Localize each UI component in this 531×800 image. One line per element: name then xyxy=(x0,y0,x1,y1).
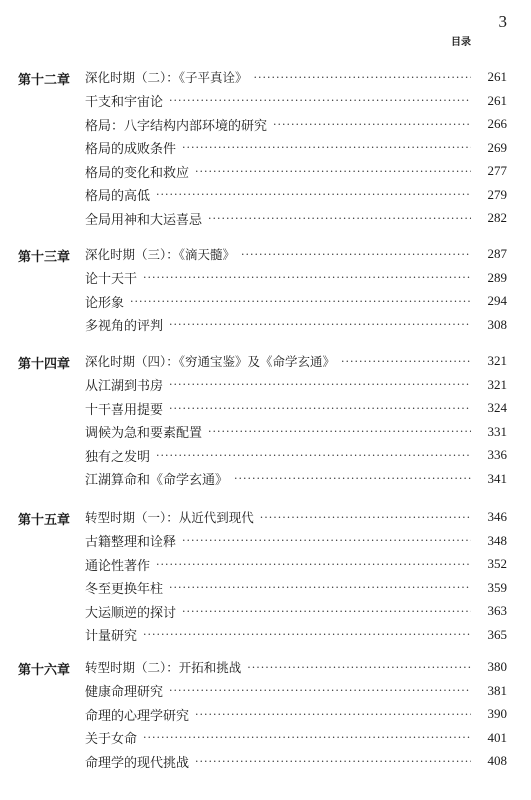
page-ref: 277 xyxy=(487,163,507,178)
page-ref: 380 xyxy=(487,659,507,674)
toc-entry-chapter[interactable] xyxy=(85,350,507,372)
page-ref: 381 xyxy=(487,682,507,698)
page-ref: 408 xyxy=(487,753,507,768)
leader-dots xyxy=(182,534,471,547)
page-ref: 352 xyxy=(487,556,507,571)
toc-entry-section[interactable] xyxy=(85,267,507,289)
leader-dots xyxy=(169,94,471,107)
page-number: 3 xyxy=(498,12,507,31)
toc-entry-section[interactable] xyxy=(85,553,507,575)
toc-entry-section[interactable] xyxy=(85,530,507,552)
page-ref: 336 xyxy=(487,447,507,462)
section-title: 大运顺逆的探讨 xyxy=(85,605,177,621)
page-ref: 289 xyxy=(487,269,507,285)
leader-dots xyxy=(156,558,471,571)
leader-dots xyxy=(156,188,471,201)
section-title: 论形象 xyxy=(85,295,125,311)
page-ref: 365 xyxy=(487,626,507,642)
section-title: 命理学的现代挑战 xyxy=(85,755,190,771)
page-ref: 359 xyxy=(487,579,507,595)
section-title: 命理的心理学研究 xyxy=(85,708,190,724)
leader-dots xyxy=(273,118,471,131)
page-ref: 341 xyxy=(487,470,507,486)
toc-entry-section[interactable] xyxy=(85,750,507,772)
leader-dots xyxy=(241,248,471,261)
toc-entry-section[interactable] xyxy=(85,290,507,312)
leader-dots xyxy=(341,355,471,368)
section-title: 多视角的评判 xyxy=(85,319,164,334)
leader-dots xyxy=(169,318,471,331)
section-title: 论十天干 xyxy=(85,272,138,287)
toc-entry-section[interactable] xyxy=(85,468,507,490)
chapter-title: 深化时期（三）：《滴天髓》 xyxy=(85,247,236,262)
chapter-title: 深化时期（二）：《子平真诠》 xyxy=(85,70,248,85)
toc-entry-section[interactable] xyxy=(85,184,507,206)
toc-entry-section[interactable] xyxy=(85,703,507,725)
page-ref: 331 xyxy=(487,423,507,439)
section-title: 从江湖到书房 xyxy=(85,379,164,394)
chapter-title: 转型时期（二）：开拓和挑战 xyxy=(85,660,242,675)
section-title: 干支和宇宙论 xyxy=(85,95,164,110)
section-title: 格局的高低 xyxy=(85,189,151,204)
chapter-title: 深化时期（四）：《穷通宝鉴》及《命学玄通》 xyxy=(85,354,336,369)
toc-entry-section[interactable] xyxy=(85,314,507,336)
leader-dots xyxy=(234,472,471,485)
section-title: 计量研究 xyxy=(85,629,138,644)
page-ref: 321 xyxy=(487,376,507,392)
chapter-title: 转型时期（一）：从近代到现代 xyxy=(85,510,254,525)
toc-entry-section[interactable] xyxy=(85,160,507,182)
leader-dots xyxy=(169,581,471,594)
section-title: 独有之发明 xyxy=(85,449,151,465)
page-ref: 308 xyxy=(487,316,507,332)
page-ref: 401 xyxy=(487,729,507,745)
toc-entry-section[interactable] xyxy=(85,90,507,112)
leader-dots xyxy=(156,449,471,462)
toc-entry-section[interactable] xyxy=(85,577,507,599)
toc-entry-section[interactable] xyxy=(85,374,507,396)
section-title: 格局的成败条件 xyxy=(85,142,177,157)
section-title: 冬至更换年柱 xyxy=(85,582,164,597)
toc-entry-section[interactable] xyxy=(85,113,507,135)
section-title: 调候为急和要素配置 xyxy=(85,426,203,441)
page-ref: 294 xyxy=(487,293,507,308)
page-ref: 390 xyxy=(487,706,507,721)
page-ref: 363 xyxy=(487,603,507,618)
page-ref: 279 xyxy=(487,186,507,202)
chapter-label: 第十五章 xyxy=(18,513,71,528)
page-ref: 282 xyxy=(487,210,507,225)
page-ref: 346 xyxy=(487,509,507,524)
leader-dots xyxy=(254,71,471,84)
leader-dots xyxy=(182,605,471,618)
leader-dots xyxy=(182,141,471,154)
leader-dots xyxy=(247,661,471,674)
leader-dots xyxy=(195,755,471,768)
section-title: 十干喜用提要 xyxy=(85,402,164,418)
section-title: 全局用神和大运喜忌 xyxy=(85,212,203,228)
leader-dots xyxy=(195,165,471,178)
section-title: 格局的变化和救应 xyxy=(85,165,190,181)
toc-entry-section[interactable] xyxy=(85,421,507,443)
toc-entry-chapter[interactable] xyxy=(85,243,507,265)
running-head: 目录 xyxy=(451,37,471,48)
page-ref: 287 xyxy=(487,246,507,261)
section-title: 江湖算命和《命学玄通》 xyxy=(85,473,229,488)
page-ref: 269 xyxy=(487,139,507,155)
section-title: 关于女命 xyxy=(85,732,138,747)
chapter-label: 第十三章 xyxy=(18,250,71,265)
toc-entry-chapter[interactable] xyxy=(85,66,507,88)
toc-entry-section[interactable] xyxy=(85,444,507,466)
page-ref: 261 xyxy=(487,92,507,108)
section-title: 古籍整理和诠释 xyxy=(85,535,177,550)
toc-entry-chapter[interactable] xyxy=(85,656,507,678)
leader-dots xyxy=(143,628,471,641)
toc-entry-section[interactable] xyxy=(85,397,507,419)
leader-dots xyxy=(143,271,471,284)
page-ref: 348 xyxy=(487,532,507,548)
leader-dots xyxy=(195,708,471,721)
toc-entry-chapter[interactable] xyxy=(85,506,507,528)
leader-dots xyxy=(208,212,471,225)
leader-dots xyxy=(169,378,471,391)
section-title: 格局：八字结构内部环境的研究 xyxy=(85,118,268,134)
section-title: 通论性著作 xyxy=(85,558,151,574)
section-title: 健康命理研究 xyxy=(85,685,164,700)
page-ref: 266 xyxy=(487,116,507,131)
leader-dots xyxy=(143,731,471,744)
chapter-label: 第十四章 xyxy=(18,357,71,372)
toc-entry-section[interactable] xyxy=(85,137,507,159)
leader-dots xyxy=(130,295,471,308)
leader-dots xyxy=(169,402,471,415)
leader-dots xyxy=(260,511,471,524)
toc-entry-section[interactable] xyxy=(85,680,507,702)
toc-entry-section[interactable] xyxy=(85,727,507,749)
chapter-label: 第十二章 xyxy=(18,73,71,88)
toc-entry-section[interactable] xyxy=(85,624,507,646)
page-ref: 324 xyxy=(487,400,507,415)
leader-dots xyxy=(169,684,471,697)
leader-dots xyxy=(208,425,471,438)
page-ref: 321 xyxy=(487,353,507,368)
toc-entry-section[interactable] xyxy=(85,207,507,229)
chapter-label: 第十六章 xyxy=(18,663,71,678)
toc-entry-section[interactable] xyxy=(85,600,507,622)
page-ref: 261 xyxy=(487,69,507,84)
